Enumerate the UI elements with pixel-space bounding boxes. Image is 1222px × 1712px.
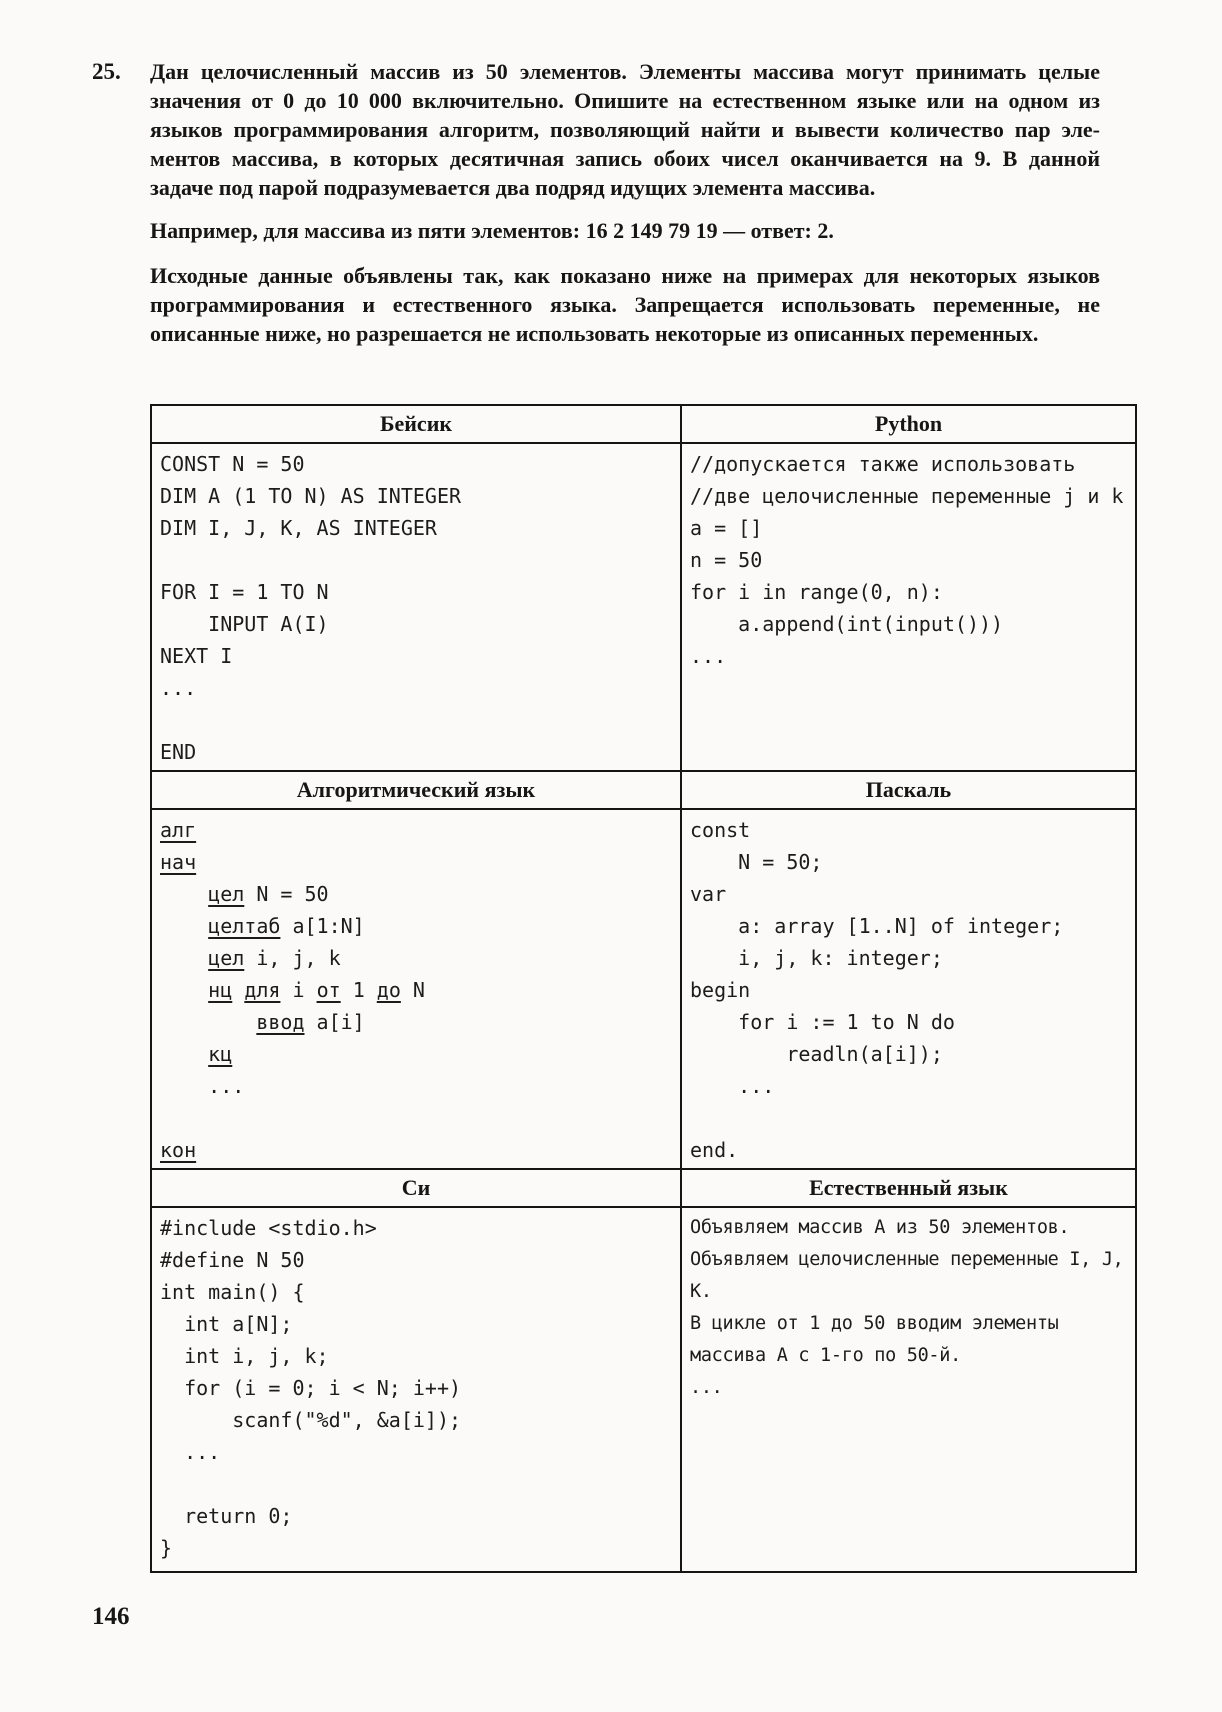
code-line: //допускается также использовать bbox=[690, 452, 1076, 476]
code-line: DIM A (1 TO N) AS INTEGER bbox=[160, 484, 462, 508]
table-body-row-3 bbox=[152, 1208, 1135, 1571]
code-line: FOR I = 1 TO N bbox=[160, 580, 329, 604]
column-header-basic: Бейсик bbox=[152, 406, 682, 442]
code-line: end. bbox=[690, 1138, 739, 1162]
code-line: for (i = 0; i < N; i++) bbox=[160, 1376, 462, 1400]
task-example-paragraph bbox=[150, 216, 1100, 245]
text-line: Исходные данные объявлены так, как показано ниже на примерах для некоторых языков bbox=[150, 263, 1100, 288]
code-line bbox=[160, 1468, 672, 1500]
underlined-keyword: алг bbox=[160, 818, 197, 842]
page-number: 146 bbox=[92, 1603, 130, 1630]
code-cell-pascal bbox=[682, 810, 1135, 1168]
code-line bbox=[690, 1102, 1127, 1134]
task-note-paragraph bbox=[150, 261, 1100, 348]
underlined-keyword: от bbox=[316, 978, 341, 1002]
text-line: значения от 0 до 10 000 включительно. Опишите на естественном языке или на одном из bbox=[150, 88, 1100, 113]
text-line: программирования и естественного языка. Запрещается использовать переменные, не bbox=[150, 292, 1100, 317]
code-line: целтаб a[1:N] bbox=[208, 914, 365, 938]
code-line: #define N 50 bbox=[160, 1248, 305, 1272]
code-cell-basic bbox=[152, 444, 682, 770]
code-line: INPUT A(I) bbox=[160, 612, 329, 636]
text-line: Например, для массива из пяти элементов: 16 2 149 79 19 — ответ: 2. bbox=[150, 218, 834, 243]
code-line: a = [] bbox=[690, 516, 763, 540]
code-line: NEXT I bbox=[160, 644, 233, 668]
code-line: K. bbox=[690, 1281, 712, 1302]
code-line: ... bbox=[160, 1074, 245, 1098]
code-line: DIM I, J, K, AS INTEGER bbox=[160, 516, 437, 540]
table-header-row-1 bbox=[152, 406, 1135, 444]
code-line: readln(a[i]); bbox=[690, 1042, 943, 1066]
underlined-keyword: до bbox=[376, 978, 401, 1002]
code-line: int i, j, k; bbox=[160, 1344, 329, 1368]
code-line: for i in range(0, n): bbox=[690, 580, 943, 604]
code-line: i, j, k: integer; bbox=[690, 946, 943, 970]
underlined-keyword: кон bbox=[160, 1138, 197, 1162]
underlined-keyword: цел bbox=[208, 882, 245, 906]
code-line: begin bbox=[690, 978, 751, 1002]
code-line: Объявляем целочисленные переменные I, J, bbox=[690, 1249, 1124, 1270]
code-line: цел i, j, k bbox=[208, 946, 341, 970]
code-line: ... bbox=[160, 676, 197, 700]
code-line bbox=[160, 704, 672, 736]
code-line: int main() { bbox=[160, 1280, 305, 1304]
code-line: int a[N]; bbox=[160, 1312, 293, 1336]
underlined-keyword: нач bbox=[160, 850, 197, 874]
table-header-row-2 bbox=[152, 772, 1135, 810]
code-line: В цикле от 1 до 50 вводим элементы bbox=[690, 1313, 1059, 1334]
column-header-natural-language: Естественный язык bbox=[809, 1175, 1008, 1200]
code-line: a.append(int(input())) bbox=[690, 612, 1004, 636]
code-line bbox=[160, 814, 672, 846]
text-line: языков программирования алгоритм, позволяющий найти и вывести количество пар эле- bbox=[150, 117, 1100, 142]
table-body-row-2 bbox=[152, 810, 1135, 1170]
code-line: //две целочисленные переменные j и k bbox=[690, 484, 1124, 508]
code-line: a: array [1..N] of integer; bbox=[690, 914, 1064, 938]
code-line: } bbox=[160, 1536, 173, 1560]
table-header-row-3 bbox=[152, 1170, 1135, 1208]
task-number: 25. bbox=[92, 59, 121, 84]
table-body-row-1 bbox=[152, 444, 1135, 772]
code-line: ... bbox=[690, 1074, 775, 1098]
code-line: n = 50 bbox=[690, 548, 763, 572]
code-line: массива A с 1-го по 50-й. bbox=[690, 1345, 961, 1366]
code-cell-python bbox=[682, 444, 1135, 770]
underlined-keyword: нц bbox=[208, 978, 233, 1002]
column-header-c: Си bbox=[152, 1170, 682, 1206]
code-line: цел N = 50 bbox=[208, 882, 329, 906]
code-line bbox=[160, 1102, 672, 1134]
code-cell-c bbox=[152, 1208, 682, 1571]
code-line: #include <stdio.h> bbox=[160, 1216, 377, 1240]
underlined-keyword: целтаб bbox=[208, 914, 281, 938]
column-header-algorithmic: Алгоритмический язык bbox=[152, 772, 682, 808]
code-line: нц для i от 1 до N bbox=[208, 978, 425, 1002]
column-header-pascal: Паскаль bbox=[865, 777, 952, 802]
underlined-keyword: ввод bbox=[256, 1010, 305, 1034]
code-line: const bbox=[690, 818, 751, 842]
code-line: var bbox=[690, 882, 727, 906]
code-line: END bbox=[160, 740, 197, 764]
underlined-keyword: для bbox=[244, 978, 281, 1002]
code-line: for i := 1 to N do bbox=[690, 1010, 955, 1034]
code-cell-algorithmic bbox=[152, 810, 682, 1168]
column-header-python: Python bbox=[874, 411, 943, 436]
code-line bbox=[160, 544, 672, 576]
code-line: CONST N = 50 bbox=[160, 452, 305, 476]
underlined-keyword: кц bbox=[208, 1042, 233, 1066]
underlined-keyword: цел bbox=[208, 946, 245, 970]
text-line: описанные ниже, но разрешается не использовать некоторые из описанных переменных. bbox=[150, 321, 1039, 346]
code-line: N = 50; bbox=[690, 850, 823, 874]
code-examples-table bbox=[150, 404, 1137, 1573]
code-line: Объявляем массив A из 50 элементов. bbox=[690, 1217, 1070, 1238]
code-line: ... bbox=[690, 1377, 723, 1398]
code-line: ... bbox=[690, 644, 727, 668]
code-line: ... bbox=[160, 1440, 221, 1464]
task-statement-paragraph bbox=[150, 57, 1100, 202]
code-line bbox=[160, 846, 672, 878]
code-line: ввод a[i] bbox=[256, 1010, 365, 1034]
code-line: return 0; bbox=[160, 1504, 293, 1528]
text-line: Дан целочисленный массив из 50 элементов. Элементы массива могут принимать целые bbox=[150, 59, 1100, 84]
text-line: ментов массива, в которых десятичная запись обоих чисел оканчивается на 9. В данной bbox=[150, 146, 1100, 171]
code-line: scanf("%d", &a[i]); bbox=[160, 1408, 462, 1432]
code-line bbox=[160, 1038, 672, 1070]
text-line: задаче под парой подразумевается два подряд идущих элемента массива. bbox=[150, 175, 876, 200]
code-line bbox=[160, 1134, 672, 1166]
code-cell-natural-language bbox=[682, 1208, 1135, 1571]
